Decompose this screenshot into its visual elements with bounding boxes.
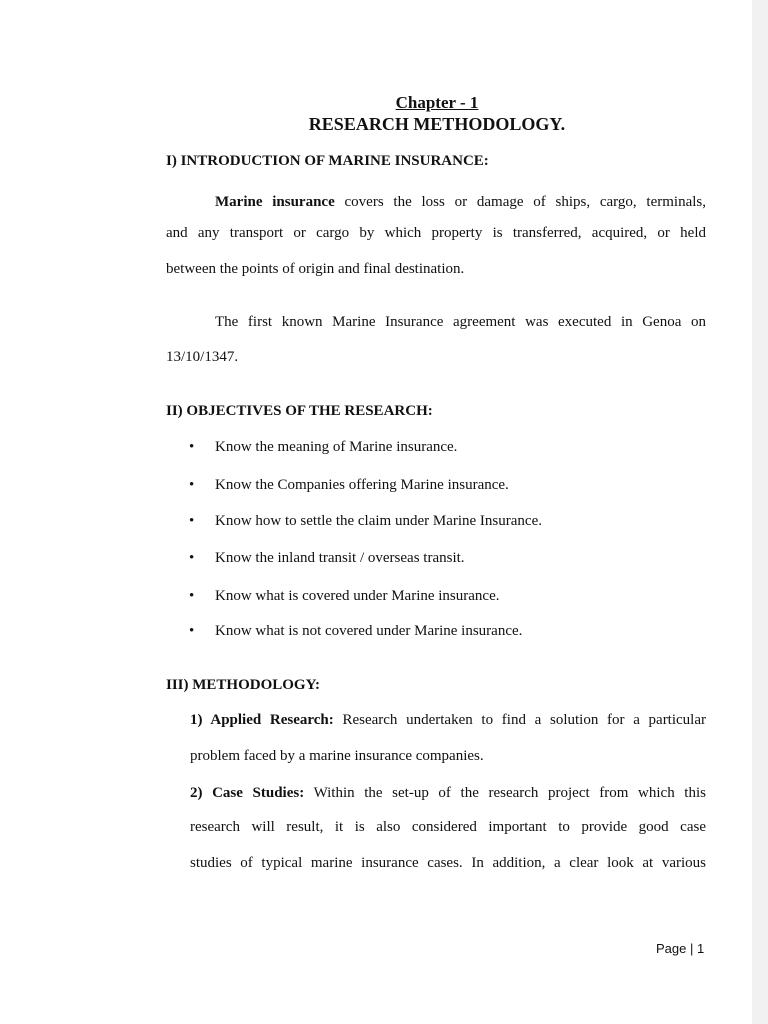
applied-research-text: Research undertaken to find a solution for a particular	[342, 712, 706, 728]
intro-paragraph-line	[215, 194, 706, 211]
applied-research-line	[190, 712, 706, 729]
list-item: Know what is not covered under Marine insurance.	[215, 623, 523, 639]
bullet-marker: •	[189, 623, 195, 639]
intro-paragraph-line: and any transport or cargo by which property is transferred, acquired, or held	[166, 225, 706, 241]
case-studies-text: Within the set-up of the research project from which this	[313, 785, 706, 801]
bullet-marker: •	[189, 588, 195, 604]
list-item: Know how to settle the claim under Marine Insurance.	[215, 513, 542, 529]
marine-insurance-term: Marine insurance	[215, 194, 335, 210]
applied-research-term: 1) Applied Research:	[190, 712, 334, 728]
bullet-marker: •	[189, 439, 195, 455]
list-item: Know what is covered under Marine insurance.	[215, 588, 500, 604]
list-item: Know the Companies offering Marine insurance.	[215, 477, 509, 493]
case-studies-line: studies of typical marine insurance cases. In addition, a clear look at various	[190, 855, 706, 871]
list-item: Know the inland transit / overseas transit.	[215, 550, 465, 566]
case-studies-term: 2) Case Studies:	[190, 785, 305, 801]
objectives-heading: II) OBJECTIVES OF THE RESEARCH:	[166, 403, 433, 419]
intro-paragraph-text: covers the loss or damage of ships, cargo, terminals,	[344, 194, 706, 210]
genoa-paragraph-line: 13/10/1347.	[166, 349, 239, 365]
bullet-marker: •	[189, 550, 195, 566]
page-title: RESEARCH METHODOLOGY.	[308, 114, 566, 134]
bullet-marker: •	[189, 513, 195, 529]
intro-paragraph-line: between the points of origin and final destination.	[166, 261, 465, 277]
genoa-paragraph-line: The first known Marine Insurance agreement was executed in Genoa on	[215, 314, 706, 330]
case-studies-line: research will result, it is also considered important to provide good case	[190, 819, 706, 835]
chapter-label: Chapter - 1	[395, 93, 479, 112]
case-studies-line	[190, 785, 706, 802]
page-number: Page | 1	[656, 941, 705, 956]
list-item: Know the meaning of Marine insurance.	[215, 439, 458, 455]
intro-heading: I) INTRODUCTION OF MARINE INSURANCE:	[166, 153, 489, 169]
bullet-marker: •	[189, 477, 195, 493]
methodology-heading: III) METHODOLOGY:	[166, 677, 321, 693]
applied-research-line: problem faced by a marine insurance companies.	[190, 748, 484, 764]
